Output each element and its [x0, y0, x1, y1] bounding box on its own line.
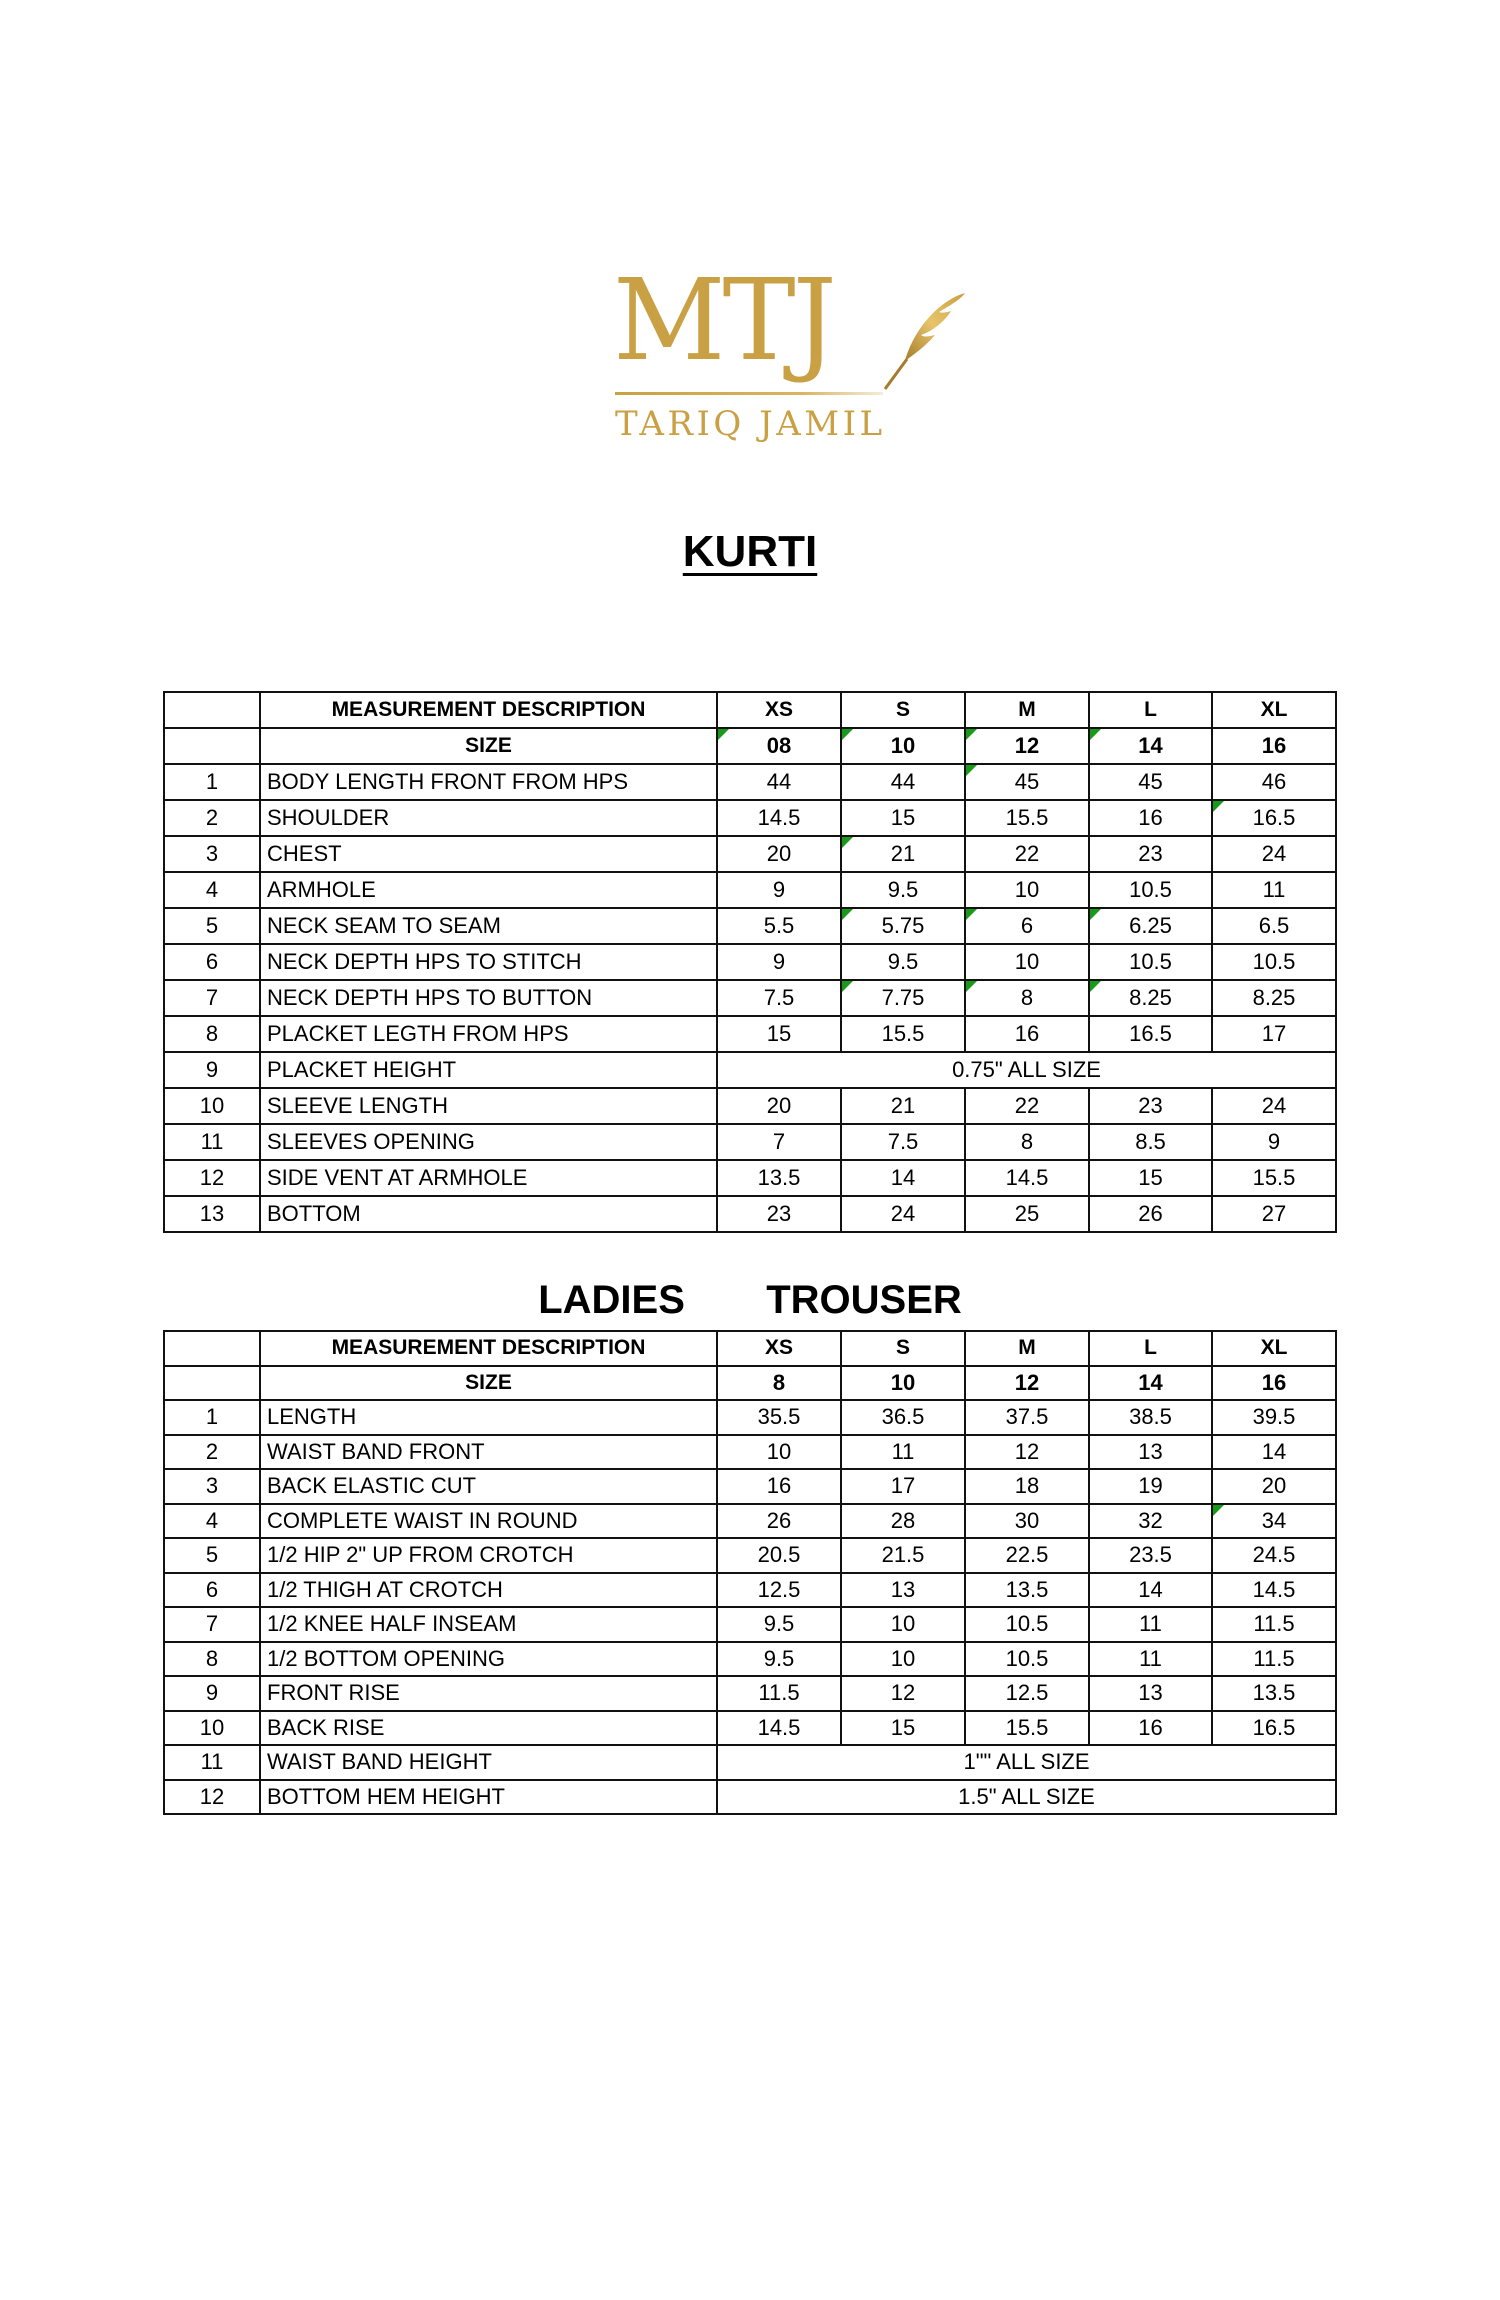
measurement-value: 9: [1212, 1124, 1336, 1160]
size-label-header: XL: [1212, 1331, 1336, 1366]
measurement-description: COMPLETE WAIST IN ROUND: [260, 1504, 717, 1539]
measurement-value: 39.5: [1212, 1400, 1336, 1435]
measurement-value: 25: [965, 1196, 1089, 1232]
size-number: 14: [1089, 1366, 1212, 1401]
measurement-value: 13: [841, 1573, 965, 1608]
measurement-value: 14: [1089, 1573, 1212, 1608]
size-label-header: L: [1089, 692, 1212, 728]
measurement-value: 11: [1089, 1607, 1212, 1642]
blank-cell: [164, 1366, 260, 1401]
measurement-value: 10.5: [1212, 944, 1336, 980]
measurement-value: 24: [1212, 836, 1336, 872]
measurement-value: 14.5: [1212, 1573, 1336, 1608]
size-number: 8: [717, 1366, 841, 1401]
measurement-value: 10.5: [965, 1607, 1089, 1642]
measurement-value: 38.5: [1089, 1400, 1212, 1435]
table-row: [164, 1052, 1336, 1088]
size-label-header: L: [1089, 1331, 1212, 1366]
measurement-value: 20: [1212, 1469, 1336, 1504]
measurement-value: 10: [841, 1607, 965, 1642]
measurement-description: WAIST BAND HEIGHT: [260, 1745, 717, 1780]
table-row: [164, 980, 1336, 1016]
measurement-value: 9.5: [717, 1642, 841, 1677]
measurement-description: SLEEVES OPENING: [260, 1124, 717, 1160]
measurement-value: 12.5: [965, 1676, 1089, 1711]
table-row: [164, 1642, 1336, 1677]
measurement-value: 9: [717, 944, 841, 980]
blank-cell: [164, 692, 260, 728]
table-row: [164, 1676, 1336, 1711]
table-row: [164, 764, 1336, 800]
row-number: 4: [164, 1504, 260, 1539]
measurement-value: 7.75: [841, 980, 965, 1016]
table-row: [164, 1573, 1336, 1608]
size-number: 10: [841, 728, 965, 764]
size-label-header: M: [965, 1331, 1089, 1366]
row-number: 10: [164, 1088, 260, 1124]
table-row: [164, 1016, 1336, 1052]
table-row: [164, 944, 1336, 980]
measurement-description: 1/2 KNEE HALF INSEAM: [260, 1607, 717, 1642]
measurement-value: 10.5: [1089, 872, 1212, 908]
measurement-value: 8.25: [1089, 980, 1212, 1016]
measurement-value: 7: [717, 1124, 841, 1160]
size-label: SIZE: [260, 728, 717, 764]
row-number: 5: [164, 1538, 260, 1573]
measurement-value: 23: [1089, 1088, 1212, 1124]
measurement-description: SIDE VENT AT ARMHOLE: [260, 1160, 717, 1196]
measurement-value: 19: [1089, 1469, 1212, 1504]
size-label-header: S: [841, 1331, 965, 1366]
all-size-value: 1"" ALL SIZE: [717, 1745, 1336, 1780]
row-number: 4: [164, 872, 260, 908]
size-label-header: XL: [1212, 692, 1336, 728]
measurement-value: 20: [717, 836, 841, 872]
row-number: 11: [164, 1124, 260, 1160]
trouser-title: LADIES TROUSER: [538, 1278, 962, 1322]
measurement-value: 24.5: [1212, 1538, 1336, 1573]
measurement-value: 34: [1212, 1504, 1336, 1539]
row-number: 2: [164, 800, 260, 836]
measurement-value: 10.5: [965, 1642, 1089, 1677]
row-number: 1: [164, 764, 260, 800]
size-label-header: M: [965, 692, 1089, 728]
measurement-value: 13.5: [1212, 1676, 1336, 1711]
measurement-value: 14.5: [717, 800, 841, 836]
description-header: MEASUREMENT DESCRIPTION: [260, 1331, 717, 1366]
measurement-value: 26: [1089, 1196, 1212, 1232]
measurement-value: 15: [841, 800, 965, 836]
measurement-value: 8: [965, 1124, 1089, 1160]
size-number: 16: [1212, 728, 1336, 764]
size-label-header: S: [841, 692, 965, 728]
measurement-value: 16: [1089, 1711, 1212, 1746]
size-number: 14: [1089, 728, 1212, 764]
all-size-value: 1.5" ALL SIZE: [717, 1780, 1336, 1815]
measurement-value: 23.5: [1089, 1538, 1212, 1573]
measurement-value: 13: [1089, 1676, 1212, 1711]
measurement-description: LENGTH: [260, 1400, 717, 1435]
measurement-description: 1/2 BOTTOM OPENING: [260, 1642, 717, 1677]
measurement-value: 14: [1212, 1435, 1336, 1470]
measurement-value: 15.5: [965, 800, 1089, 836]
row-number: 9: [164, 1052, 260, 1088]
row-number: 12: [164, 1160, 260, 1196]
row-number: 12: [164, 1780, 260, 1815]
measurement-description: SHOULDER: [260, 800, 717, 836]
measurement-value: 10: [717, 1435, 841, 1470]
measurement-description: CHEST: [260, 836, 717, 872]
measurement-description: NECK DEPTH HPS TO STITCH: [260, 944, 717, 980]
measurement-value: 8: [965, 980, 1089, 1016]
row-number: 11: [164, 1745, 260, 1780]
table-row: [164, 1711, 1336, 1746]
kurti-title: [0, 527, 1500, 577]
blank-cell: [164, 728, 260, 764]
measurement-description: NECK SEAM TO SEAM: [260, 908, 717, 944]
measurement-value: 30: [965, 1504, 1089, 1539]
measurement-value: 11: [1089, 1642, 1212, 1677]
measurement-value: 45: [965, 764, 1089, 800]
measurement-value: 15.5: [841, 1016, 965, 1052]
measurement-value: 32: [1089, 1504, 1212, 1539]
row-number: 8: [164, 1642, 260, 1677]
row-number: 6: [164, 1573, 260, 1608]
table-row: [164, 1745, 1336, 1780]
measurement-value: 16.5: [1212, 1711, 1336, 1746]
size-label: SIZE: [260, 1366, 717, 1401]
size-number: 12: [965, 1366, 1089, 1401]
measurement-value: 7.5: [841, 1124, 965, 1160]
description-header: MEASUREMENT DESCRIPTION: [260, 692, 717, 728]
table-row: [164, 1469, 1336, 1504]
quill-pen-icon: [865, 285, 975, 395]
measurement-description: 1/2 HIP 2" UP FROM CROTCH: [260, 1538, 717, 1573]
measurement-value: 9.5: [841, 872, 965, 908]
measurement-value: 11: [841, 1435, 965, 1470]
table-row: [164, 1400, 1336, 1435]
row-number: 3: [164, 1469, 260, 1504]
table-row: [164, 872, 1336, 908]
trouser-size-table: [163, 1330, 1337, 1815]
size-label-header: XS: [717, 692, 841, 728]
measurement-description: BOTTOM: [260, 1196, 717, 1232]
measurement-value: 20: [717, 1088, 841, 1124]
measurement-value: 26: [717, 1504, 841, 1539]
measurement-value: 11.5: [717, 1676, 841, 1711]
measurement-value: 10: [841, 1642, 965, 1677]
measurement-value: 5.5: [717, 908, 841, 944]
table-row: [164, 800, 1336, 836]
table-row: [164, 908, 1336, 944]
logo-subtext: TARIQ JAMIL: [615, 404, 886, 444]
table-row: [164, 836, 1336, 872]
kurti-title-text: KURTI: [682, 527, 818, 576]
row-number: 13: [164, 1196, 260, 1232]
measurement-value: 14.5: [717, 1711, 841, 1746]
measurement-value: 35.5: [717, 1400, 841, 1435]
measurement-value: 15: [1089, 1160, 1212, 1196]
measurement-value: 5.75: [841, 908, 965, 944]
table-row: [164, 1435, 1336, 1470]
row-number: 9: [164, 1676, 260, 1711]
measurement-value: 7.5: [717, 980, 841, 1016]
measurement-value: 20.5: [717, 1538, 841, 1573]
size-number-row: [164, 1366, 1336, 1401]
measurement-value: 44: [841, 764, 965, 800]
measurement-value: 14: [841, 1160, 965, 1196]
measurement-value: 15: [841, 1711, 965, 1746]
measurement-description: SLEEVE LENGTH: [260, 1088, 717, 1124]
measurement-value: 46: [1212, 764, 1336, 800]
measurement-value: 18: [965, 1469, 1089, 1504]
all-size-value: 0.75" ALL SIZE: [717, 1052, 1336, 1088]
measurement-value: 14.5: [965, 1160, 1089, 1196]
table-row: [164, 1780, 1336, 1815]
measurement-value: 12: [965, 1435, 1089, 1470]
measurement-value: 28: [841, 1504, 965, 1539]
measurement-description: ARMHOLE: [260, 872, 717, 908]
measurement-value: 6.25: [1089, 908, 1212, 944]
table-row: [164, 1160, 1336, 1196]
table-row: [164, 1538, 1336, 1573]
measurement-description: 1/2 THIGH AT CROTCH: [260, 1573, 717, 1608]
measurement-value: 12.5: [717, 1573, 841, 1608]
measurement-value: 13.5: [965, 1573, 1089, 1608]
measurement-value: 15: [717, 1016, 841, 1052]
measurement-value: 10: [965, 944, 1089, 980]
measurement-value: 16.5: [1212, 800, 1336, 836]
measurement-value: 21: [841, 836, 965, 872]
measurement-value: 16: [965, 1016, 1089, 1052]
measurement-value: 13.5: [717, 1160, 841, 1196]
measurement-value: 16: [1089, 800, 1212, 836]
measurement-value: 22: [965, 836, 1089, 872]
size-label-header: XS: [717, 1331, 841, 1366]
measurement-value: 10: [965, 872, 1089, 908]
measurement-description: BOTTOM HEM HEIGHT: [260, 1780, 717, 1815]
measurement-value: 8.5: [1089, 1124, 1212, 1160]
table-row: [164, 1504, 1336, 1539]
measurement-value: 21.5: [841, 1538, 965, 1573]
measurement-value: 23: [1089, 836, 1212, 872]
header-row: [164, 692, 1336, 728]
measurement-value: 9.5: [717, 1607, 841, 1642]
measurement-value: 16: [717, 1469, 841, 1504]
measurement-value: 45: [1089, 764, 1212, 800]
measurement-description: NECK DEPTH HPS TO BUTTON: [260, 980, 717, 1016]
measurement-value: 9: [717, 872, 841, 908]
measurement-value: 13: [1089, 1435, 1212, 1470]
measurement-value: 44: [717, 764, 841, 800]
measurement-value: 16.5: [1089, 1016, 1212, 1052]
measurement-value: 15.5: [1212, 1160, 1336, 1196]
measurement-value: 17: [841, 1469, 965, 1504]
measurement-value: 17: [1212, 1016, 1336, 1052]
header-row: [164, 1331, 1336, 1366]
measurement-value: 11.5: [1212, 1642, 1336, 1677]
kurti-size-table: [163, 691, 1337, 1233]
measurement-description: FRONT RISE: [260, 1676, 717, 1711]
measurement-description: PLACKET HEIGHT: [260, 1052, 717, 1088]
measurement-value: 6.5: [1212, 908, 1336, 944]
measurement-value: 37.5: [965, 1400, 1089, 1435]
measurement-value: 27: [1212, 1196, 1336, 1232]
size-number: 16: [1212, 1366, 1336, 1401]
table-row: [164, 1607, 1336, 1642]
measurement-value: 36.5: [841, 1400, 965, 1435]
measurement-description: PLACKET LEGTH FROM HPS: [260, 1016, 717, 1052]
row-number: 1: [164, 1400, 260, 1435]
size-number-row: [164, 728, 1336, 764]
measurement-value: 24: [841, 1196, 965, 1232]
measurement-value: 9.5: [841, 944, 965, 980]
blank-cell: [164, 1331, 260, 1366]
row-number: 7: [164, 980, 260, 1016]
row-number: 8: [164, 1016, 260, 1052]
measurement-description: BACK RISE: [260, 1711, 717, 1746]
row-number: 6: [164, 944, 260, 980]
logo-mark-text: MTJ: [613, 256, 834, 386]
row-number: 10: [164, 1711, 260, 1746]
measurement-value: 10.5: [1089, 944, 1212, 980]
measurement-value: 11: [1212, 872, 1336, 908]
measurement-value: 23: [717, 1196, 841, 1232]
measurement-value: 15.5: [965, 1711, 1089, 1746]
size-number: 12: [965, 728, 1089, 764]
row-number: 5: [164, 908, 260, 944]
measurement-description: WAIST BAND FRONT: [260, 1435, 717, 1470]
table-row: [164, 1196, 1336, 1232]
measurement-description: BACK ELASTIC CUT: [260, 1469, 717, 1504]
measurement-value: 24: [1212, 1088, 1336, 1124]
table-row: [164, 1124, 1336, 1160]
logo-divider: [615, 392, 883, 395]
measurement-value: 8.25: [1212, 980, 1336, 1016]
measurement-value: 21: [841, 1088, 965, 1124]
row-number: 2: [164, 1435, 260, 1470]
measurement-value: 11.5: [1212, 1607, 1336, 1642]
measurement-value: 6: [965, 908, 1089, 944]
table-row: [164, 1088, 1336, 1124]
measurement-value: 22: [965, 1088, 1089, 1124]
size-number: 08: [717, 728, 841, 764]
brand-logo: [613, 256, 973, 445]
measurement-value: 22.5: [965, 1538, 1089, 1573]
measurement-value: 12: [841, 1676, 965, 1711]
size-number: 10: [841, 1366, 965, 1401]
row-number: 7: [164, 1607, 260, 1642]
row-number: 3: [164, 836, 260, 872]
measurement-description: BODY LENGTH FRONT FROM HPS: [260, 764, 717, 800]
